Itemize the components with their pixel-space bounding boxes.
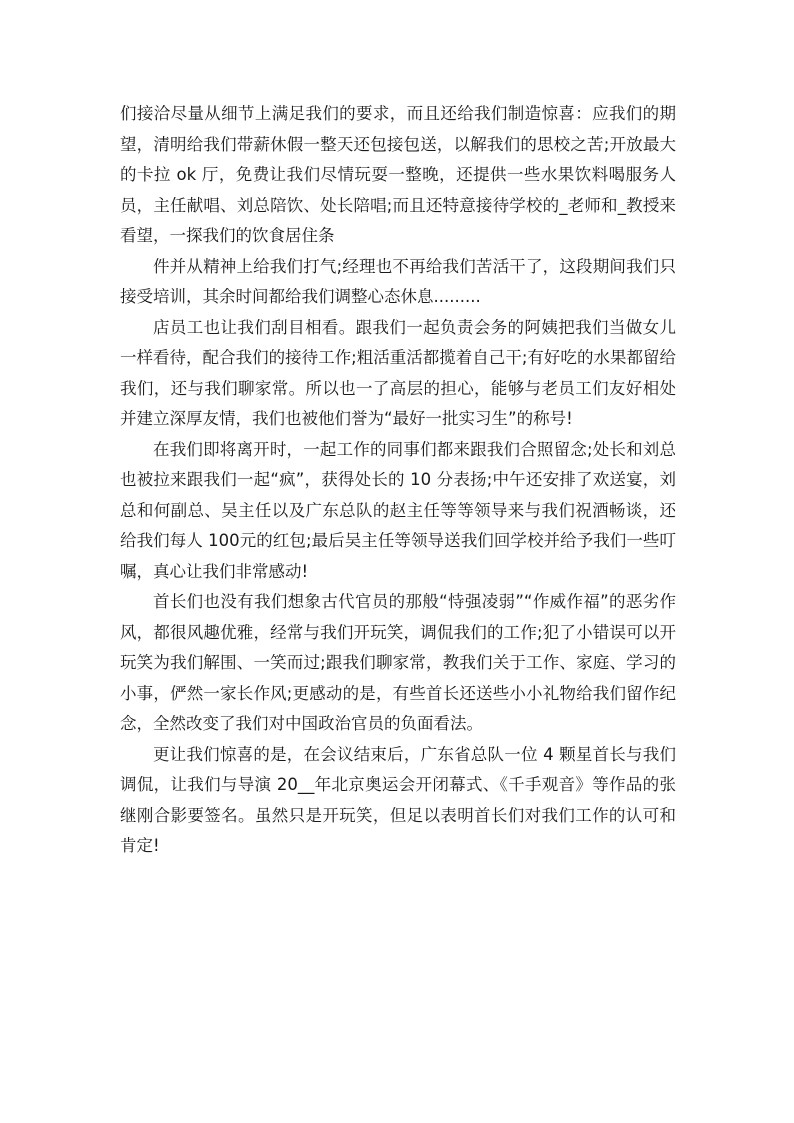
paragraph: 首长们也没有我们想象古代官员的那般“恃强凌弱”“作威作福”的恶劣作风，都很风趣优雅，经常与我们开玩笑，调侃我们的工作;犯了小错误可以开玩笑为我们解围、一笑而过;跟我们聊家常，教我们关于工作、家庭、学习的小事，俨然一家长作风;更感动的是，有些首长还送些小小礼物给我们留作纪念，全然改变了我们对中国政治官员的负面看法。 (120, 592, 676, 733)
paragraph: 们接洽尽量从细节上满足我们的要求，而且还给我们制造惊喜：应我们的期望，清明给我们带薪休假一整天还包接包送，以解我们的思校之苦;开放最大的卡拉 ok 厅，免费让我们尽情玩耍一整晚，还提供一些水果饮料喝服务人员，主任献唱、刘总陪饮、处长陪唱;而且还特意接待学校的_老师和_教授来看望，一探我们的饮食居住条 (120, 104, 676, 245)
paragraph: 店员工也让我们刮目相看。跟我们一起负责会务的阿姨把我们当做女儿一样看待，配合我们的接待工作;粗活重活都揽着自己干;有好吃的水果都留给我们，还与我们聊家常。所以也一了高层的担心，能够与老员工们友好相处并建立深厚友情，我们也被他们誉为“最好一批实习生”的称号! (120, 317, 676, 428)
paragraph: 件并从精神上给我们打气;经理也不再给我们苦活干了，这段期间我们只接受培训，其余时间都给我们调整心态休息......... (120, 256, 676, 306)
paragraph: 更让我们惊喜的是，在会议结束后，广东省总队一位 4 颗星首长与我们调侃，让我们与导演 20__年北京奥运会开闭幕式、《千手观音》等作品的张继刚合影要签名。虽然只是开玩笑，但足以表明首长们对我们工作的认可和肯定! (120, 744, 676, 855)
paragraph: 在我们即将离开时，一起工作的同事们都来跟我们合照留念;处长和刘总也被拉来跟我们一起“疯”，获得处长的 10 分表扬;中午还安排了欢送宴，刘总和何副总、吴主任以及广东总队的赵主任等等领导来与我们祝酒畅谈，还给我们每人 100元的红包;最后吴主任等领导送我们回学校并给予我们一些叮嘱，真心让我们非常感动! (120, 439, 676, 581)
document-body (120, 99, 676, 862)
